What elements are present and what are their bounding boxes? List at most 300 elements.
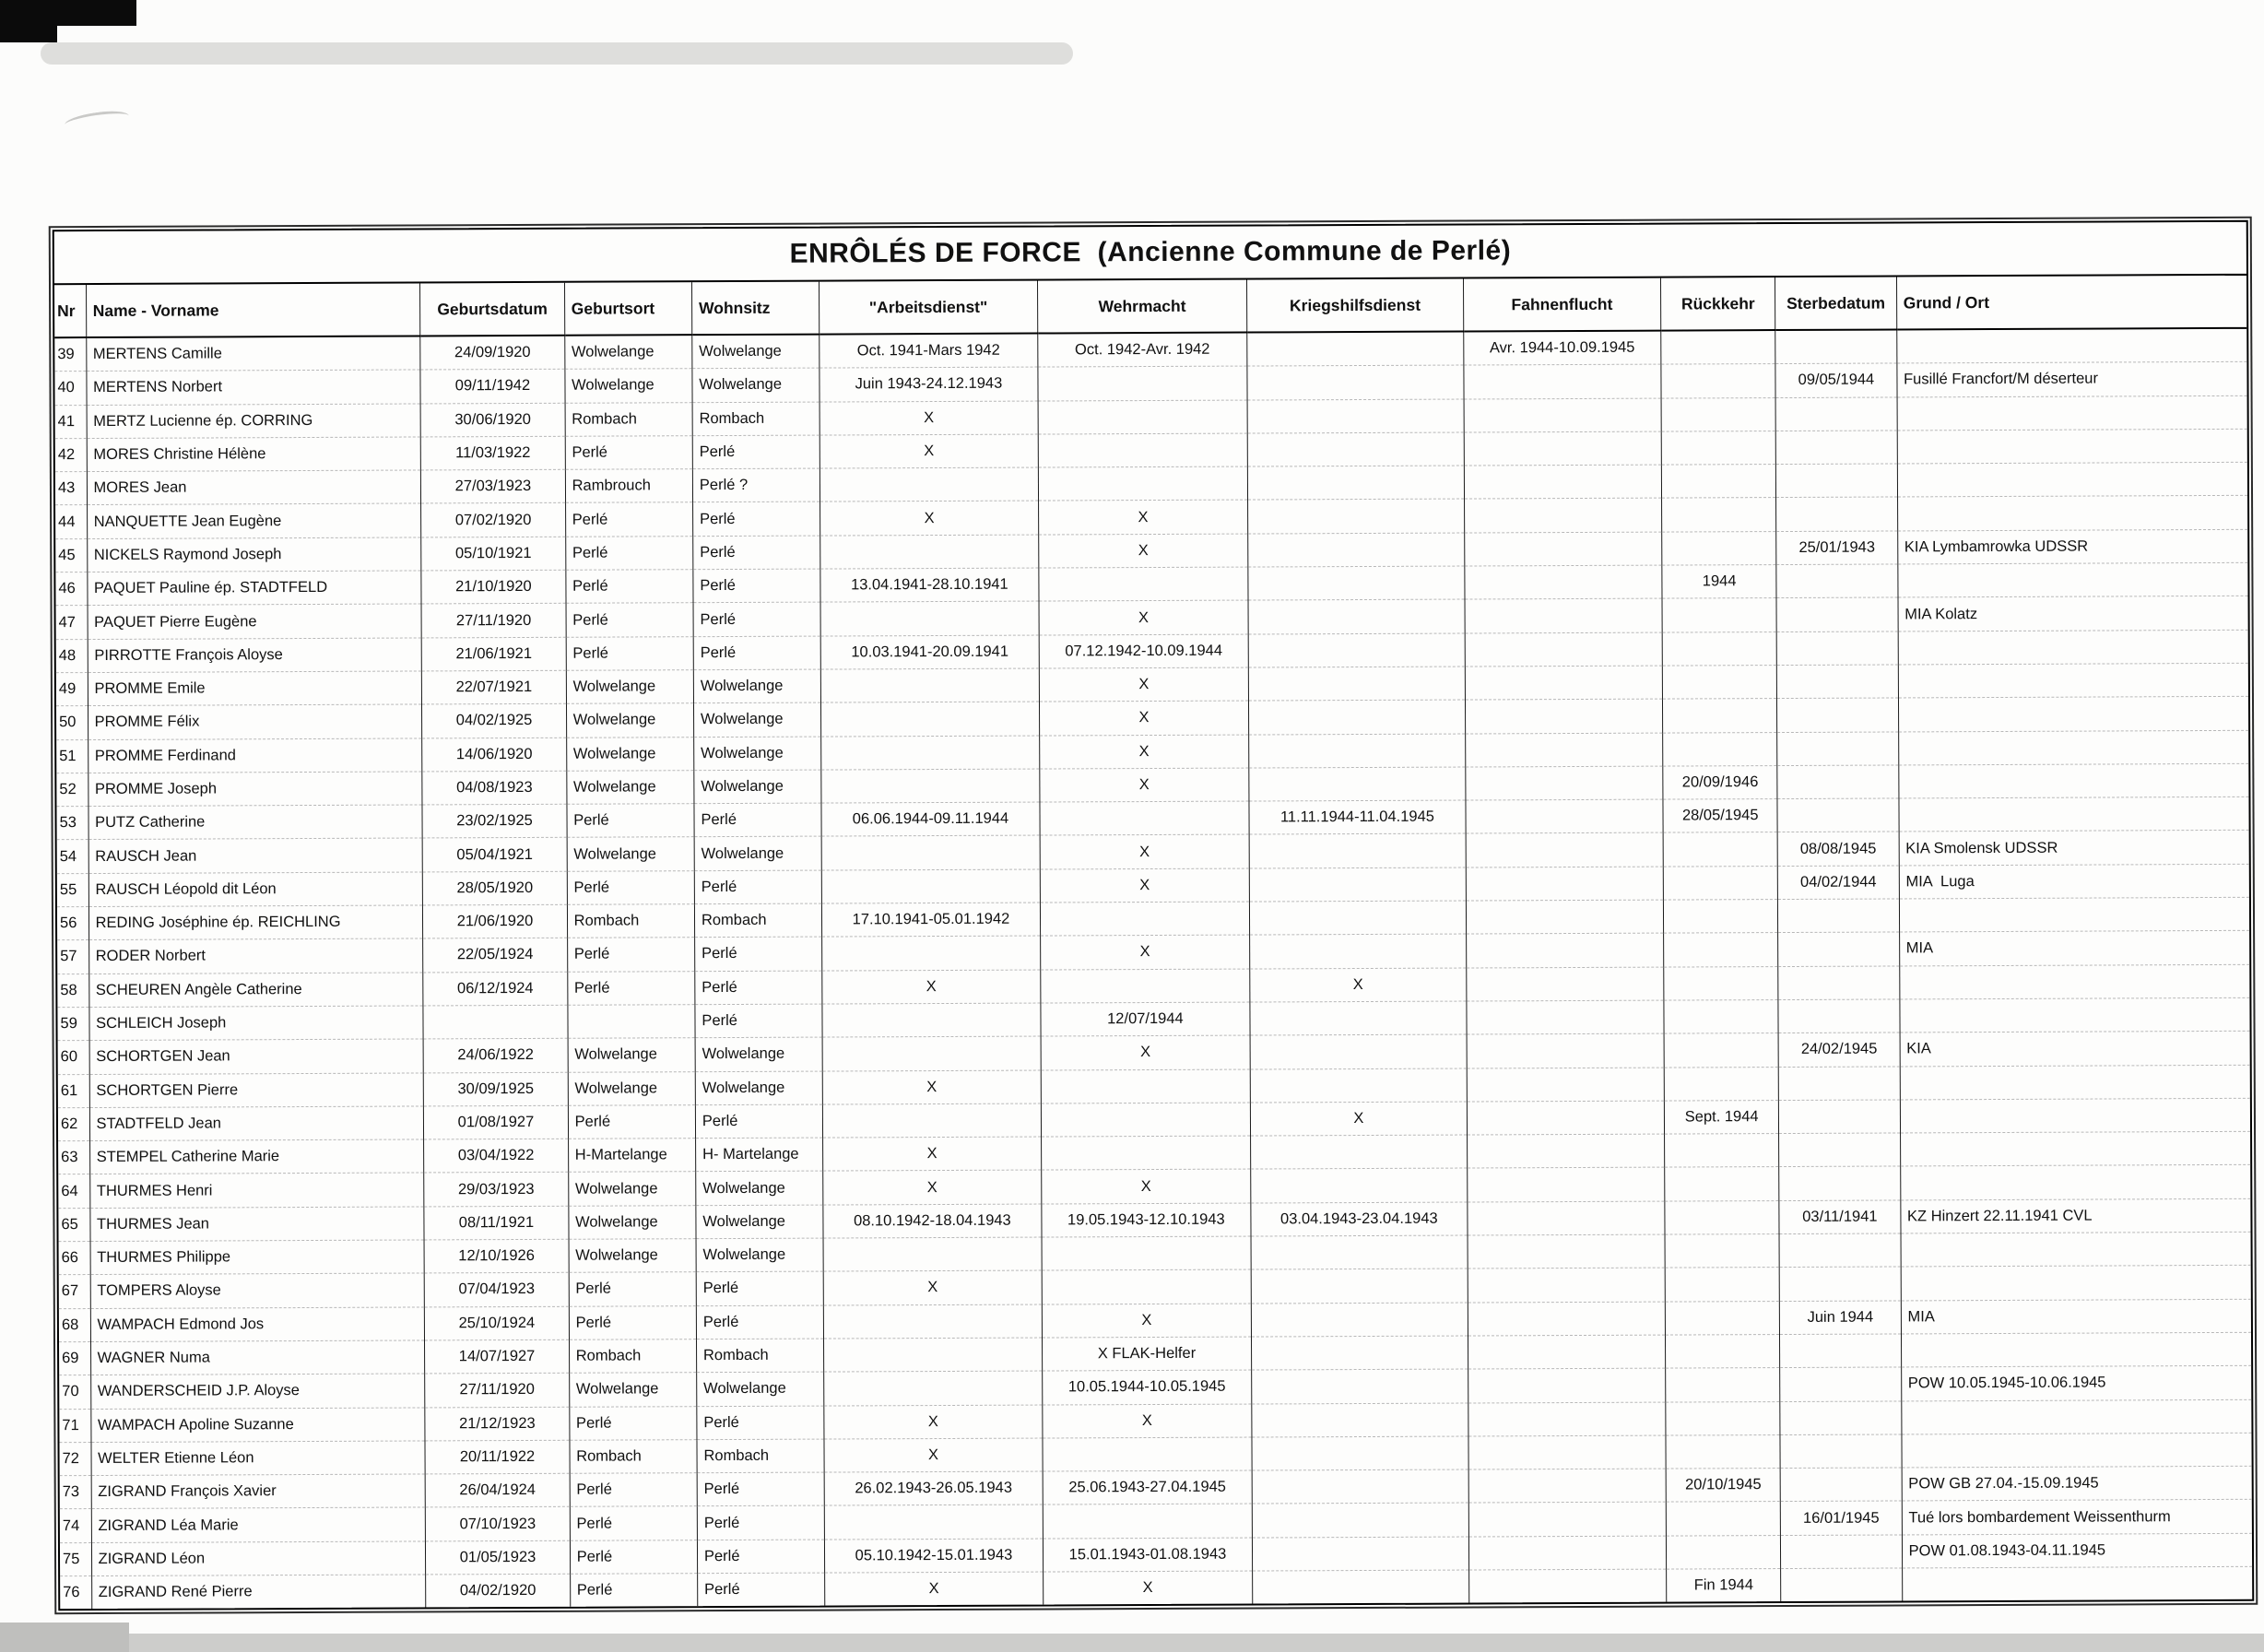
- table-cell: [820, 467, 1039, 502]
- table-cell: Perlé: [569, 1406, 696, 1440]
- table-cell: Rombach: [570, 1439, 697, 1473]
- table-cell: Perlé: [569, 1305, 696, 1339]
- table-cell: Wolwelange: [568, 1071, 695, 1105]
- table-cell: X: [823, 1170, 1042, 1204]
- table-cell: Perlé: [570, 1574, 697, 1607]
- table-cell: X: [1039, 735, 1249, 769]
- table-cell: 69: [59, 1341, 90, 1375]
- table-cell: RAUSCH Léopold dit Léon: [88, 872, 423, 907]
- table-cell: 01/08/1927: [424, 1105, 568, 1139]
- table-cell: [1779, 1100, 1900, 1134]
- table-cell: [1248, 566, 1465, 600]
- table-cell: [1779, 1233, 1900, 1268]
- table-cell: 71: [59, 1409, 90, 1442]
- table-cell: 03/11/1941: [1779, 1200, 1900, 1234]
- table-cell: X: [1039, 667, 1249, 702]
- table-cell: [821, 769, 1040, 803]
- table-cell: X: [820, 434, 1038, 468]
- table-cell: [1467, 1134, 1665, 1168]
- table-cell: Perlé: [696, 1305, 823, 1339]
- table-cell: Wolwelange: [565, 369, 692, 403]
- table-cell: 53: [56, 807, 88, 840]
- table-cell: [1248, 533, 1465, 567]
- table-cell: 1944: [1662, 565, 1776, 599]
- table-cell: [1900, 1098, 2250, 1133]
- table-cell: Perlé: [695, 1004, 822, 1038]
- table-body: [54, 328, 2252, 1610]
- page-title: ENRÔLÉS DE FORCE (Ancienne Commune de Perlé): [54, 222, 2246, 285]
- table-cell: X: [820, 502, 1039, 536]
- table-cell: PROMME Félix: [88, 704, 422, 739]
- table-cell: MIA Luga: [1899, 864, 2249, 899]
- table-cell: THURMES Henri: [89, 1173, 424, 1208]
- table-cell: 14/06/1920: [422, 738, 566, 772]
- table-cell: [1666, 1334, 1780, 1368]
- column-header: Geburtsort: [564, 282, 692, 336]
- column-header: Wohnsitz: [691, 282, 820, 336]
- table-cell: [1667, 1535, 1781, 1569]
- table-cell: Rombach: [567, 904, 694, 938]
- table-cell: Perlé: [692, 435, 820, 469]
- table-cell: [1662, 631, 1776, 666]
- table-cell: [1464, 465, 1662, 499]
- table-cell: Perlé: [569, 1272, 696, 1306]
- table-cell: 39: [54, 337, 86, 372]
- table-cell: [1251, 1168, 1468, 1202]
- table-cell: 05/04/1921: [422, 838, 566, 872]
- table-cell: X: [823, 1137, 1042, 1171]
- table-cell: Perlé: [695, 971, 822, 1005]
- table-cell: Perlé: [565, 436, 692, 470]
- table-cell: [1900, 1165, 2250, 1200]
- table-cell: Perlé: [696, 1271, 823, 1305]
- table-cell: 21/06/1920: [423, 904, 567, 938]
- table-cell: 74: [60, 1509, 91, 1542]
- table-cell: Wolwelange: [696, 1238, 823, 1272]
- column-header: Geburtsdatum: [420, 283, 565, 336]
- column-header: Name - Vorname: [86, 283, 420, 337]
- table-cell: Wolwelange: [569, 1373, 696, 1407]
- table-cell: Perlé: [697, 1406, 824, 1440]
- table-cell: [1465, 632, 1663, 667]
- table-cell: WAMPACH Apoline Suzanne: [90, 1407, 425, 1442]
- table-cell: [1662, 498, 1776, 532]
- table-cell: Perlé: [570, 1473, 697, 1507]
- table-cell: 25/01/1943: [1776, 531, 1897, 565]
- table-cell: [1465, 666, 1663, 700]
- table-cell: [1662, 598, 1776, 632]
- table-cell: 48: [56, 639, 88, 672]
- table-cell: [1252, 1336, 1468, 1370]
- table-cell: [1249, 767, 1466, 801]
- table-cell: MIA Kolatz: [1898, 596, 2248, 631]
- table-cell: [1467, 1101, 1665, 1135]
- table-cell: 45: [55, 538, 87, 572]
- table-cell: X: [825, 1572, 1044, 1606]
- table-cell: Rombach: [694, 903, 821, 938]
- scan-artifact-corner-mark: [0, 0, 57, 42]
- table-cell: 55: [57, 873, 88, 906]
- table-cell: X: [824, 1405, 1043, 1439]
- table-cell: [1464, 364, 1662, 398]
- table-cell: [423, 1005, 567, 1039]
- table-cell: [1465, 766, 1663, 800]
- header-row: [54, 276, 2246, 337]
- table-cell: [1247, 432, 1464, 466]
- table-cell: X: [1043, 1571, 1253, 1605]
- table-cell: [1042, 1236, 1252, 1270]
- table-cell: [1253, 1537, 1469, 1571]
- table-cell: 26.02.1943-26.05.1943: [824, 1471, 1043, 1505]
- table-cell: [824, 1304, 1043, 1339]
- table-cell: 21/10/1920: [421, 570, 565, 604]
- table-cell: [1896, 328, 2246, 363]
- table-cell: [1897, 395, 2247, 431]
- table-cell: 20/11/1922: [425, 1440, 569, 1474]
- table-cell: X: [1039, 600, 1249, 634]
- table-cell: [1778, 999, 1899, 1033]
- table-cell: 51: [56, 739, 88, 773]
- table-cell: X: [1040, 834, 1250, 868]
- table-cell: 04/02/1920: [426, 1574, 570, 1607]
- table-cell: 27/03/1923: [421, 469, 565, 503]
- table-cell: Wolwelange: [569, 1239, 696, 1273]
- table-cell: [1778, 899, 1899, 933]
- table-cell: [1468, 1569, 1667, 1603]
- table-cell: 40: [54, 372, 86, 405]
- table-cell: 43: [55, 472, 87, 505]
- table-cell: PROMME Joseph: [88, 772, 422, 807]
- table-cell: 56: [57, 907, 88, 940]
- table-cell: 08/11/1921: [424, 1206, 568, 1240]
- table-cell: 23/02/1925: [422, 804, 566, 838]
- table-cell: X: [1040, 935, 1250, 969]
- table-cell: [1468, 1469, 1667, 1503]
- table-cell: [820, 601, 1039, 635]
- table-cell: 21/06/1921: [421, 637, 565, 671]
- table-cell: Perlé: [693, 536, 820, 570]
- table-cell: 06/12/1924: [423, 972, 567, 1006]
- table-cell: 12/07/1944: [1041, 1002, 1251, 1036]
- table-cell: [1898, 663, 2248, 698]
- table-cell: [1898, 697, 2248, 732]
- table-cell: 01/05/1923: [426, 1540, 570, 1575]
- column-header: "Arbeitsdienst": [820, 281, 1038, 335]
- table-cell: [1466, 867, 1664, 901]
- table-cell: [1776, 464, 1897, 498]
- table-cell: MERTZ Lucienne ép. CORRING: [87, 404, 421, 439]
- table-cell: [1779, 1133, 1900, 1167]
- table-cell: [1467, 1068, 1665, 1102]
- table-cell: Perlé: [692, 502, 820, 537]
- table-cell: Oct. 1942-Avr. 1942: [1037, 333, 1247, 368]
- table-cell: 27/11/1920: [421, 604, 565, 638]
- table-cell: WELTER Etienne Léon: [91, 1441, 426, 1476]
- table-cell: Wolwelange: [566, 670, 693, 704]
- table-cell: [1899, 796, 2249, 832]
- table-cell: 13.04.1941-28.10.1941: [820, 568, 1039, 602]
- table-cell: [1665, 1167, 1779, 1201]
- table-cell: [1464, 499, 1662, 533]
- table-cell: PROMME Ferdinand: [88, 738, 422, 773]
- table-cell: 08.10.1942-18.04.1943: [823, 1204, 1042, 1238]
- table-cell: 28/05/1920: [423, 871, 567, 905]
- table-cell: Wolwelange: [697, 1372, 824, 1406]
- table-cell: [1664, 1067, 1778, 1101]
- table-cell: [1778, 932, 1899, 966]
- table-cell: [1661, 364, 1775, 398]
- table-cell: [1664, 999, 1778, 1033]
- table-cell: [1664, 966, 1778, 1000]
- table-cell: Wolwelange: [564, 335, 691, 369]
- table-cell: [1467, 1168, 1665, 1202]
- table-cell: Perlé: [694, 803, 821, 837]
- table-cell: [1040, 969, 1250, 1003]
- table-cell: Perlé: [570, 1540, 697, 1574]
- table-cell: [1248, 500, 1465, 534]
- table-cell: [1252, 1503, 1468, 1537]
- table-cell: Wolwelange: [695, 1037, 822, 1071]
- table-cell: Perlé: [695, 1104, 822, 1139]
- table-cell: 20/10/1945: [1666, 1469, 1780, 1503]
- table-cell: [1663, 699, 1777, 733]
- table-cell: Perlé ?: [692, 468, 820, 502]
- table-cell: [1249, 833, 1466, 867]
- table-cell: Perlé: [695, 937, 822, 971]
- table-cell: [1665, 1134, 1779, 1168]
- table-cell: 16/01/1945: [1781, 1501, 1902, 1535]
- table-cell: [823, 1103, 1042, 1138]
- table-cell: [824, 1371, 1043, 1405]
- table-cell: Wolwelange: [566, 737, 693, 771]
- table-cell: 03.04.1943-23.04.1943: [1251, 1202, 1468, 1236]
- table-cell: X FLAK-Helfer: [1042, 1337, 1252, 1371]
- table-cell: [1468, 1234, 1666, 1268]
- table-cell: [1899, 897, 2249, 932]
- table-cell: H-Martelange: [568, 1139, 695, 1173]
- table-cell: [1666, 1368, 1780, 1402]
- table-cell: 11.11.1944-11.04.1945: [1249, 800, 1466, 834]
- table-cell: [1043, 1437, 1253, 1471]
- table-cell: Wolwelange: [566, 703, 693, 738]
- table-cell: [1038, 466, 1248, 501]
- table-cell: 66: [59, 1242, 90, 1275]
- column-header: Sterbedatum: [1775, 277, 1897, 330]
- table-cell: [1249, 700, 1466, 734]
- table-cell: Wolwelange: [566, 771, 693, 805]
- table-cell: POW 01.08.1943-04.11.1945: [1902, 1533, 2252, 1568]
- table-cell: 25.06.1943-27.04.1945: [1043, 1470, 1253, 1504]
- table-cell: Perlé: [567, 938, 694, 972]
- table-cell: [1249, 734, 1466, 768]
- table-cell: X: [1041, 1035, 1251, 1069]
- table-cell: ZIGRAND Léon: [91, 1541, 426, 1576]
- table-cell: SCHLEICH Joseph: [88, 1006, 423, 1041]
- table-cell: 19.05.1943-12.10.1943: [1042, 1203, 1252, 1237]
- table-cell: Rombach: [692, 402, 820, 436]
- table-cell: Rombach: [697, 1439, 824, 1473]
- table-cell: [1248, 599, 1465, 633]
- table-cell: X: [1251, 1102, 1468, 1136]
- table-cell: 64: [58, 1174, 89, 1208]
- table-cell: KIA: [1900, 1032, 2250, 1067]
- table-cell: [1899, 997, 2249, 1032]
- table-cell: [1039, 567, 1249, 601]
- table-cell: 60: [58, 1041, 89, 1074]
- table-cell: [822, 1036, 1041, 1070]
- table-cell: H- Martelange: [695, 1138, 822, 1172]
- table-cell: [1901, 1399, 2251, 1434]
- table-cell: [1661, 465, 1775, 499]
- scan-artifact-bottom-band: [0, 1634, 2264, 1652]
- table-cell: [1901, 1332, 2251, 1367]
- table-cell: [1042, 1269, 1252, 1304]
- table-cell: [1777, 732, 1898, 766]
- table-cell: [1664, 1033, 1778, 1068]
- table-cell: 72: [59, 1442, 90, 1475]
- table-cell: X: [1039, 701, 1249, 735]
- table-cell: [1252, 1469, 1468, 1504]
- table-cell: 12/10/1926: [424, 1239, 568, 1273]
- table-cell: 73: [60, 1476, 91, 1509]
- table-cell: [1663, 866, 1777, 900]
- table-cell: [1665, 1301, 1779, 1335]
- table-cell: Juin 1944: [1780, 1301, 1901, 1335]
- table-cell: X: [1043, 1404, 1253, 1438]
- table-cell: [1038, 400, 1248, 434]
- table-cell: THURMES Philippe: [90, 1240, 425, 1275]
- table-cell: Perlé: [566, 603, 693, 637]
- table-cell: Tué lors bombardement Weissenthurm: [1902, 1500, 2252, 1535]
- table-cell: 75: [60, 1542, 91, 1575]
- table-cell: 07/10/1923: [426, 1507, 570, 1541]
- table-cell: 25/10/1924: [425, 1306, 569, 1340]
- table-cell: 30/06/1920: [420, 403, 564, 437]
- table-cell: [1777, 665, 1898, 699]
- table-cell: PUTZ Catherine: [88, 805, 423, 840]
- table-cell: [1902, 1566, 2252, 1600]
- table-cell: X: [1039, 768, 1249, 802]
- table-cell: [1247, 365, 1464, 399]
- table-cell: 59: [57, 1007, 88, 1040]
- column-header: Kriegshilfsdienst: [1247, 279, 1464, 333]
- table-cell: [1250, 1001, 1467, 1035]
- table-cell: [1776, 564, 1897, 598]
- table-cell: ZIGRAND Léa Marie: [91, 1507, 426, 1542]
- table-cell: THURMES Jean: [89, 1207, 424, 1242]
- table-cell: Perlé: [697, 1472, 824, 1506]
- table-cell: [1468, 1435, 1667, 1469]
- table-cell: [1662, 531, 1776, 565]
- table-cell: X: [823, 1270, 1042, 1304]
- table-cell: Wolwelange: [696, 1205, 823, 1239]
- table-cell: X: [1038, 501, 1248, 535]
- table-cell: Wolwelange: [568, 1172, 695, 1206]
- table-cell: 63: [58, 1141, 89, 1174]
- table-cell: WANDERSCHEID J.P. Aloyse: [90, 1374, 425, 1409]
- table-cell: 46: [55, 572, 87, 606]
- table-cell: Wolwelange: [568, 1038, 695, 1072]
- table-cell: 28/05/1945: [1663, 799, 1777, 833]
- column-header: Rückkehr: [1661, 277, 1775, 331]
- table-cell: [1775, 329, 1896, 363]
- table-cell: [1465, 699, 1663, 733]
- table-cell: [1780, 1267, 1901, 1301]
- table-cell: [1041, 1069, 1251, 1103]
- table-cell: 10.05.1944-10.05.1945: [1042, 1370, 1252, 1404]
- table-cell: TOMPERS Aloyse: [90, 1273, 425, 1308]
- table-cell: 49: [56, 673, 88, 706]
- table-cell: Wolwelange: [693, 669, 820, 703]
- table-cell: [1467, 1000, 1665, 1034]
- table-cell: 54: [57, 840, 88, 873]
- table-cell: 11/03/1922: [421, 436, 565, 470]
- table-cell: [1466, 799, 1664, 833]
- table-cell: [821, 702, 1040, 736]
- table-cell: MIA: [1901, 1299, 2251, 1334]
- column-header: Wehrmacht: [1037, 280, 1247, 334]
- table-cell: [1776, 497, 1897, 531]
- table-cell: Perlé: [570, 1506, 697, 1540]
- table-cell: [1897, 496, 2247, 531]
- table-cell: X: [1040, 868, 1250, 903]
- table-cell: STEMPEL Catherine Marie: [89, 1139, 424, 1174]
- table-cell: PROMME Emile: [88, 671, 422, 706]
- table-cell: [1898, 730, 2248, 765]
- table-cell: [1662, 666, 1776, 700]
- table-cell: STADTFELD Jean: [89, 1106, 424, 1141]
- table-cell: [1043, 1504, 1253, 1538]
- table-cell: [1251, 1135, 1468, 1169]
- table-cell: Perlé: [567, 804, 694, 838]
- table-cell: [821, 736, 1040, 770]
- table-cell: 65: [58, 1208, 89, 1241]
- table-cell: X: [1038, 534, 1248, 568]
- table-cell: Wolwelange: [696, 1171, 823, 1205]
- table-cell: PIRROTTE François Aloyse: [88, 638, 422, 673]
- table-cell: Perlé: [566, 636, 693, 670]
- table-cell: [1250, 934, 1467, 968]
- table-cell: [1466, 900, 1664, 934]
- table-cell: [1897, 562, 2247, 597]
- table-cell: 10.03.1941-20.09.1941: [820, 635, 1039, 669]
- table-cell: [1661, 397, 1775, 431]
- table-cell: 04/08/1923: [422, 771, 566, 805]
- table-cell: Avr. 1944-10.09.1945: [1463, 331, 1661, 366]
- table-cell: 27/11/1920: [425, 1373, 569, 1407]
- table-cell: [1776, 631, 1897, 666]
- table-cell: WAGNER Numa: [90, 1340, 425, 1375]
- table-cell: X: [824, 1438, 1043, 1472]
- table-cell: [1781, 1568, 1902, 1601]
- table-cell: 68: [59, 1308, 90, 1341]
- table-cell: KIA Smolensk UDSSR: [1899, 831, 2249, 866]
- table-cell: [1252, 1369, 1468, 1403]
- table-cell: [1776, 431, 1897, 465]
- table-cell: NICKELS Raymond Joseph: [87, 537, 421, 572]
- table-cell: [1899, 964, 2249, 999]
- table-cell: [1777, 698, 1898, 732]
- table-cell: Perlé: [565, 536, 692, 570]
- table-cell: MORES Jean: [87, 470, 421, 505]
- table-cell: 15.01.1943-01.08.1943: [1043, 1538, 1253, 1572]
- table-cell: [1040, 801, 1250, 835]
- table-cell: [1464, 565, 1662, 599]
- table-cell: [1661, 330, 1775, 364]
- scan-artifact-bottom-band: [0, 1622, 129, 1652]
- table-cell: 04/02/1925: [422, 704, 566, 738]
- table-cell: X: [822, 1070, 1041, 1104]
